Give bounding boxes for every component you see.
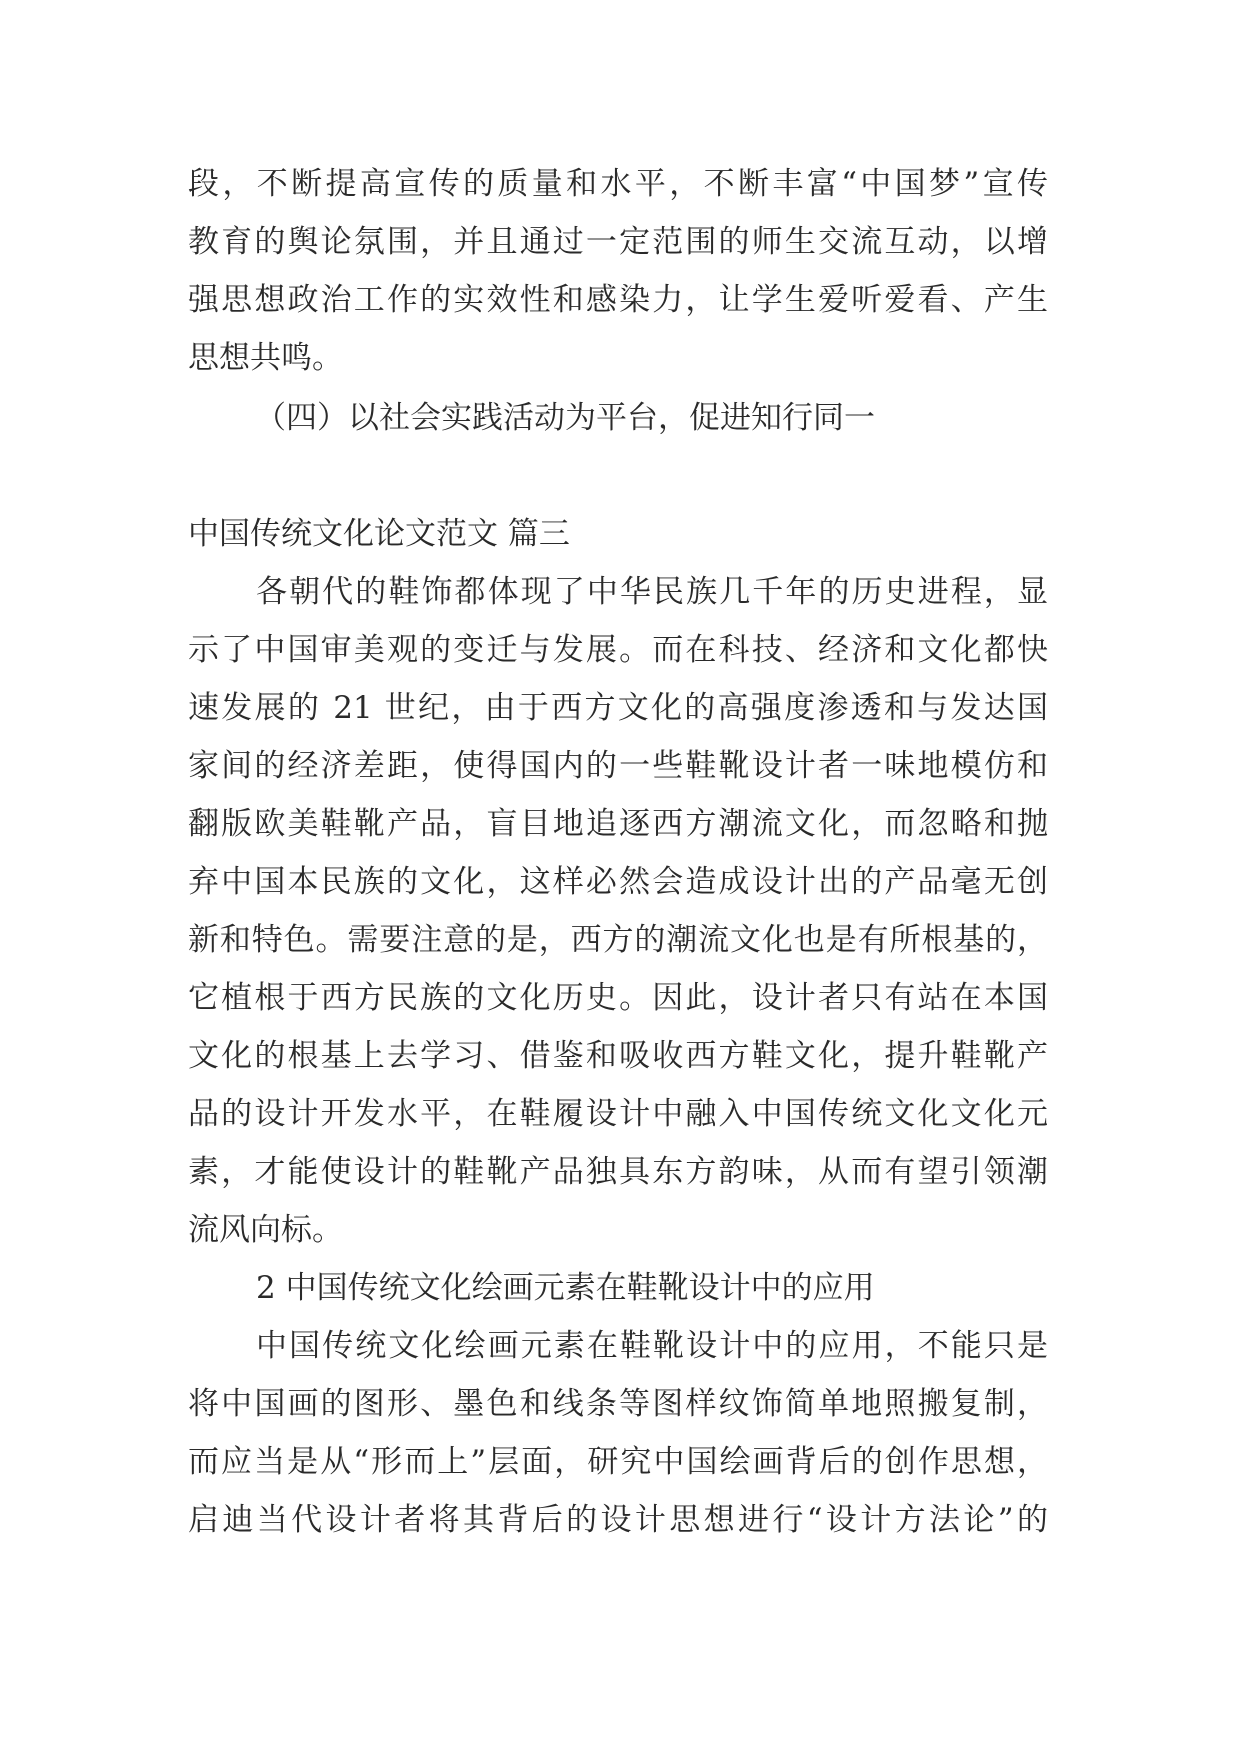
subheading — [255, 389, 1115, 447]
text-line: 将中国画的图形、墨色和线条等图样纹饰简单地照搬复制， — [188, 1386, 1048, 1422]
text-line: 示了中国审美观的变迁与发展。而在科技、经济和文化都快 — [188, 632, 1048, 668]
text-line: 启迪当代设计者将其背后的设计思想进行“设计方法论”的 — [188, 1502, 1048, 1538]
section-title — [188, 505, 1048, 563]
text-line: 思想共鸣。 — [188, 340, 343, 376]
text-line: 教育的舆论氛围，并且通过一定范围的师生交流互动，以增 — [188, 224, 1048, 260]
subsection-heading: 2 中国传统文化绘画元素在鞋靴设计中的应用 — [256, 1270, 875, 1306]
text-line: 翻版欧美鞋靴产品，盲目地追逐西方潮流文化，而忽略和抛 — [188, 806, 1048, 842]
section-body — [188, 563, 1048, 1549]
section-title-text: 中国传统文化论文范文 篇三 — [188, 516, 570, 552]
text-line: 强思想政治工作的实效性和感染力，让学生爱听爱看、产生 — [188, 282, 1048, 318]
text-line: 素，才能使设计的鞋靴产品独具东方韵味，从而有望引领潮 — [188, 1154, 1048, 1190]
text-line: 各朝代的鞋饰都体现了中华民族几千年的历史进程，显 — [256, 574, 1048, 610]
text-line: 段，不断提高宣传的质量和水平，不断丰富“中国梦”宣传 — [188, 166, 1048, 202]
text-line: 它植根于西方民族的文化历史。因此，设计者只有站在本国 — [188, 980, 1048, 1016]
text-line: 流风向标。 — [188, 1212, 343, 1248]
text-line: 速发展的 21 世纪，由于西方文化的高强度渗透和与发达国 — [188, 690, 1048, 726]
text-line: 中国传统文化绘画元素在鞋靴设计中的应用，不能只是 — [256, 1328, 1048, 1364]
text-line: 品的设计开发水平，在鞋履设计中融入中国传统文化文化元 — [188, 1096, 1048, 1132]
text-line: 新和特色。需要注意的是，西方的潮流文化也是有所根基的， — [188, 922, 1048, 958]
paragraph-continued — [188, 155, 1048, 387]
text-line: 而应当是从“形而上”层面，研究中国绘画背后的创作思想， — [188, 1444, 1048, 1480]
text-line: 弃中国本民族的文化，这样必然会造成设计出的产品毫无创 — [188, 864, 1048, 900]
text-line: 家间的经济差距，使得国内的一些鞋靴设计者一味地模仿和 — [188, 748, 1048, 784]
text-line: 文化的根基上去学习、借鉴和吸收西方鞋文化，提升鞋靴产 — [188, 1038, 1048, 1074]
subheading-text: （四）以社会实践活动为平台，促进知行同一 — [255, 400, 875, 436]
